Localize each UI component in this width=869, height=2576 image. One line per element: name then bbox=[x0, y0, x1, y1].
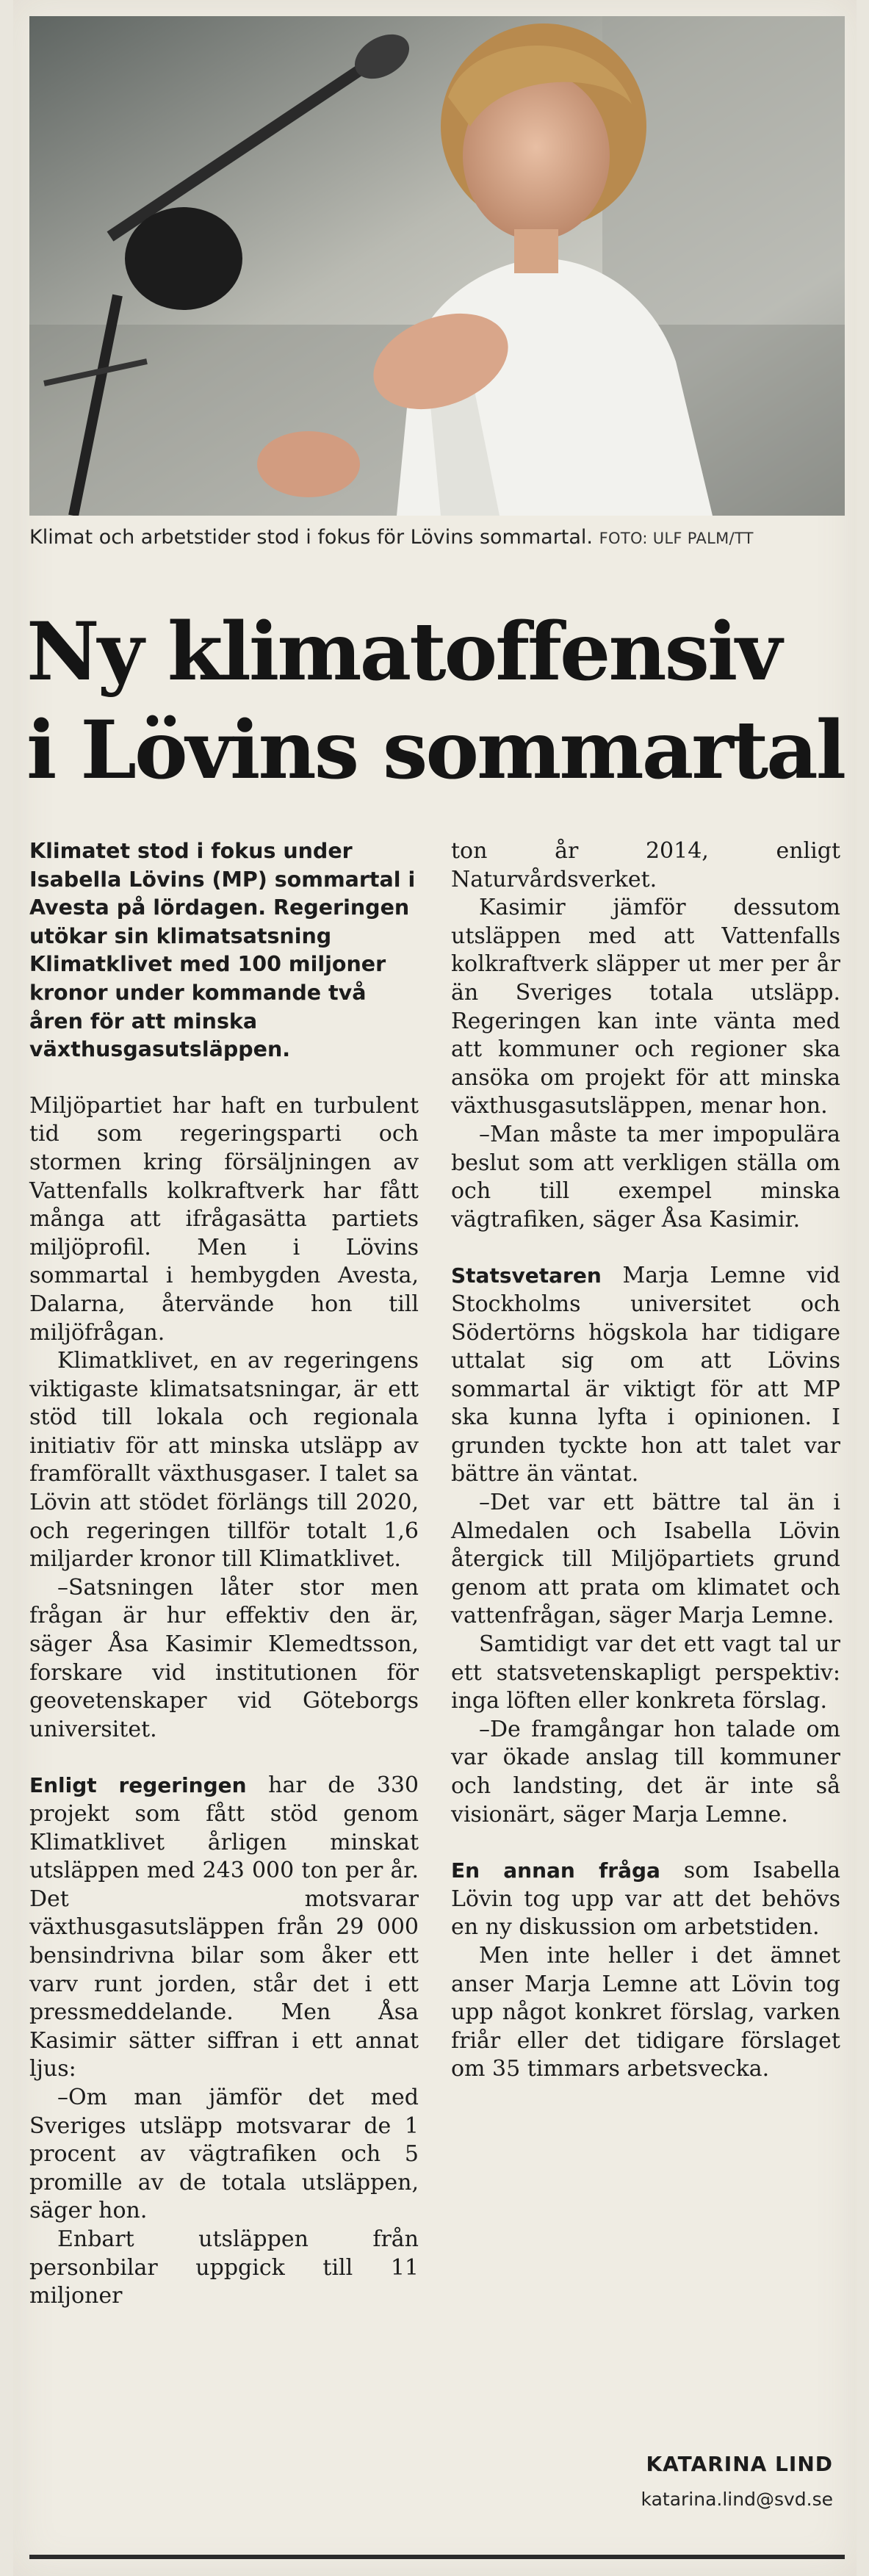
body-paragraph: –Satsningen låter stor men frågan är hur effektiv den är, säger Åsa Kasimir Klemedtsson, forskare vid institutionen för geovetenskaper vid Göteborgs universitet. bbox=[29, 1574, 419, 1742]
subhead-lead: En annan fråga bbox=[451, 1858, 660, 1883]
article-ingress: Klimatet stod i fokus under Isabella Lövins (MP) sommartal i Avesta på lördagen. Regeringen utökar sin klimatsatsning Klimatklivet med 100 miljoner kronor under kommande två åren för att minska växthusgasutsläppen. bbox=[29, 839, 416, 1062]
article-headline bbox=[26, 602, 849, 799]
body-paragraph: Men inte heller i det ämnet anser Marja Lemne att Lövin tog upp något konkret förslag, varken friår eller det tidigare förslaget om 35 timmars arbetsvecka. bbox=[451, 1942, 840, 2082]
body-paragraph: ton år 2014, enligt Naturvårdsverket. bbox=[451, 838, 840, 892]
body-paragraph bbox=[29, 1772, 419, 2084]
caption-text: Klimat och arbetstider stod i fokus för Lövins sommartal. bbox=[29, 526, 594, 549]
photo-credit: FOTO: ULF PALM/TT bbox=[599, 530, 754, 547]
body-paragraph: –Man måste ta mer impopulära beslut som att verkligen ställa om och till exempel minska vägtrafiken, säger Åsa Kasimir. bbox=[451, 1121, 840, 1233]
right-column bbox=[451, 837, 840, 2084]
headline-line-1: Ny klimatoffensiv bbox=[26, 605, 780, 699]
body-paragraph: –De framgångar hon talade om var ökade anslag till kommuner och landsting, det är inte så visionärt, säger Marja Lemne. bbox=[451, 1716, 840, 1828]
author-byline: KATARINA LIND bbox=[646, 2452, 833, 2476]
body-paragraph bbox=[451, 1857, 840, 1942]
body-paragraph bbox=[451, 1262, 840, 1489]
subhead-lead: Enligt regeringen bbox=[29, 1773, 247, 1798]
body-paragraph: –Om man jämför det med Sveriges utsläpp motsvarar de 1 procent av vägtrafiken och 5 promille av de totala utsläppen, säger hon. bbox=[29, 2084, 419, 2224]
body-paragraph: Samtidigt var det ett vagt tal ur ett statsvetenskapligt perspektiv: inga löften eller konkreta förslag. bbox=[451, 1631, 840, 1714]
body-paragraph: Miljöpartiet har haft en turbulent tid som regeringsparti och stormen kring försäljningen av Vattenfalls kolkraftverk har fått många att ifrågasätta partiets miljöprofil. Men i Lövins sommartal i hembygden Avesta, Dalarna, återvände hon till miljöfrågan. bbox=[29, 1092, 419, 1346]
subhead-lead: Statsvetaren bbox=[451, 1263, 602, 1288]
left-column bbox=[29, 837, 419, 2311]
headline-line-2: i Lövins sommartal bbox=[26, 703, 845, 797]
body-text: Marja Lemne vid Stockholms universitet och Södertörns högskola har tidigare uttalat sig om att Lövins sommartal är viktigt för att MP ska kunna lyfta i opinionen. I grunden tyckte hon att talet var bättre än väntat. bbox=[451, 1263, 840, 1487]
bottom-divider bbox=[29, 2555, 845, 2559]
photo-caption bbox=[29, 523, 845, 553]
article-photo bbox=[29, 16, 845, 516]
body-paragraph: Klimatklivet, en av regeringens viktigaste klimatsatsningar, är ett stöd till lokala och regionala initiativ för att minska utsläpp av framförallt växthusgaser. I talet sa Lövin att stödet förlängs till 2020, och regeringen tillför totalt 1,6 miljarder kronor till Klimatklivet. bbox=[29, 1348, 419, 1573]
body-text: har de 330 projekt som fått stöd genom Klimatklivet årligen minskat utsläppen med 243 000 ton per år. Det motsvarar växthusgasutsläppen från 29 000 bensindrivna bilar som åker ett varv runt jorden, står det i ett pressmeddelande. Men Åsa Kasimir sätter siffran i ett annat ljus: bbox=[29, 1772, 419, 2082]
body-paragraph: Kasimir jämför dessutom utsläppen med att Vattenfalls kolkraftverk släpper ut mer per år än Sveriges totala utsläpp. Regeringen kan inte vänta med att kommuner och regioner ska ansöka om projekt för att minska växthusgasutsläppen, menar hon. bbox=[451, 895, 840, 1119]
body-paragraph: –Det var ett bättre tal än i Almedalen och Isabella Lövin återgick till Miljöpartiets grund genom att prata om klimatet och vattenfrågan, säger Marja Lemne. bbox=[451, 1490, 840, 1629]
body-paragraph: Enbart utsläppen från personbilar uppgick till 11 miljoner bbox=[29, 2226, 419, 2309]
body-text: som Isabella Lövin tog upp var att det behövs en ny diskussion om arbetstiden. bbox=[451, 1858, 840, 1941]
speaker-photo-illustration bbox=[29, 16, 845, 516]
author-email[interactable]: katarina.lind@svd.se bbox=[641, 2489, 833, 2510]
